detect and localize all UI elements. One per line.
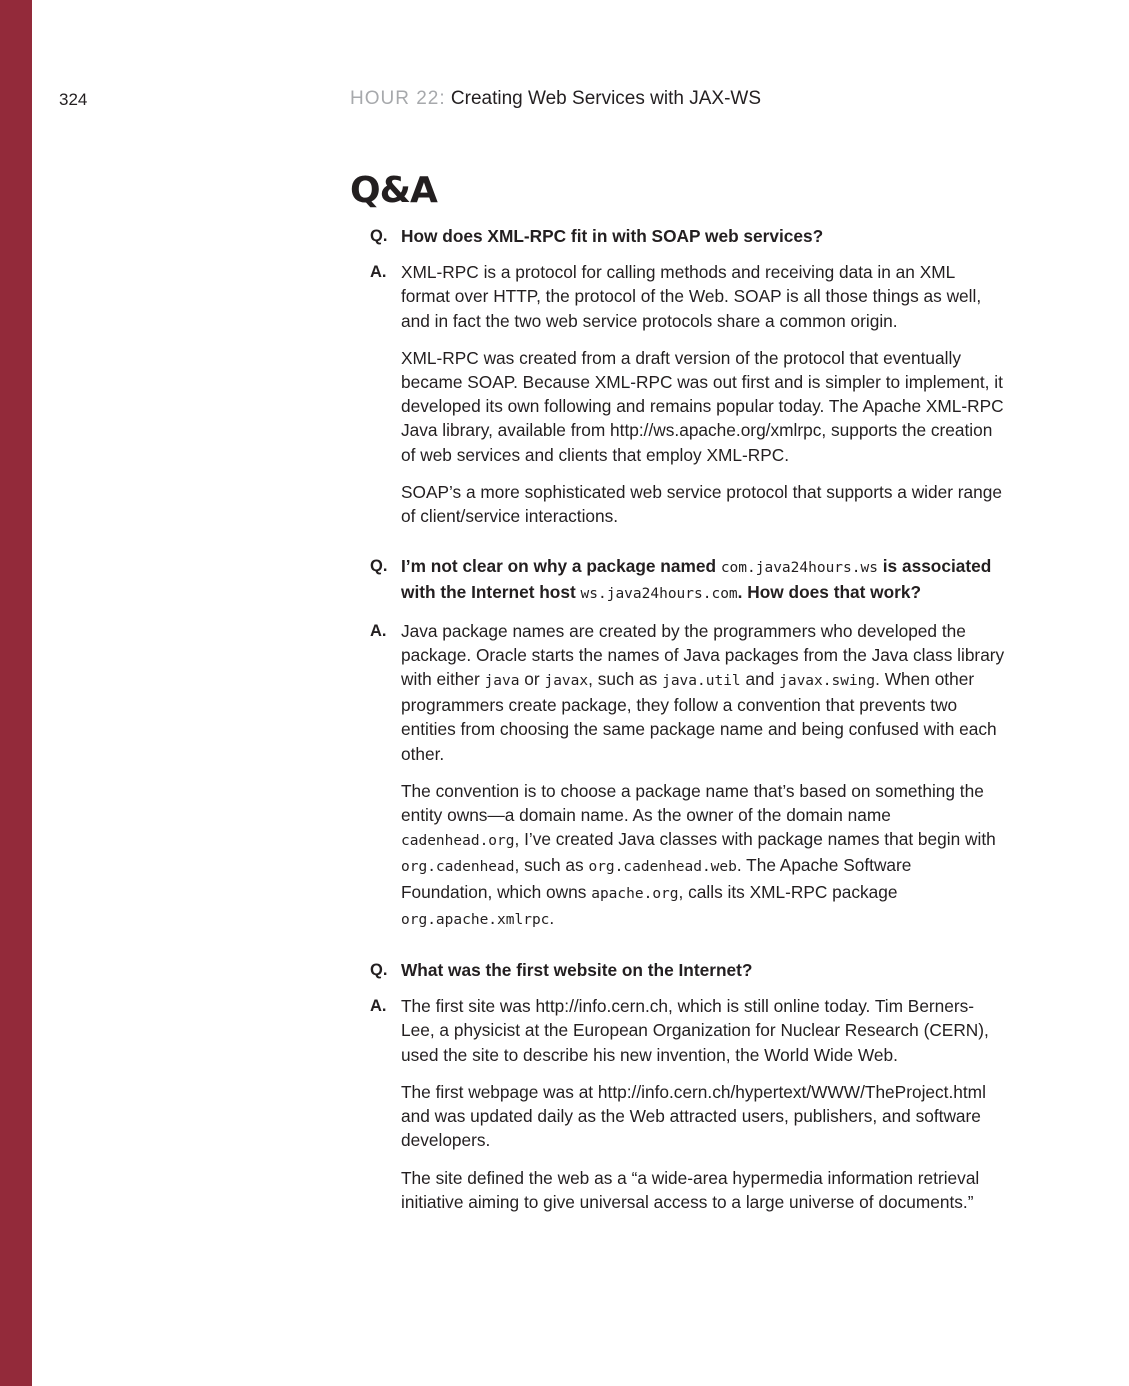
- question: [370, 958, 1010, 982]
- paragraph: [401, 480, 1007, 528]
- page-number: 324: [59, 90, 88, 109]
- answer-label: A.: [370, 997, 387, 1016]
- text-run: Java package names are created by the programmers who developed the package. Oracle starts the names of Java packages from the Java class library with either: [401, 620, 1005, 690]
- paragraph: [401, 346, 1007, 467]
- answer: [370, 260, 1010, 528]
- qa-body: [401, 619, 1007, 932]
- text-run: and: [740, 669, 780, 690]
- answer-label: A.: [370, 621, 387, 640]
- inline-code: cadenhead.org: [401, 833, 515, 850]
- answer-label: A.: [370, 263, 387, 282]
- text-run: The convention is to choose a package name that’s based on something the entity owns—a domain name. As the owner of the domain name: [401, 780, 984, 826]
- answer: [370, 619, 1010, 932]
- text-run: . How does that work?: [737, 582, 922, 603]
- inline-code: javax.swing: [779, 673, 876, 690]
- text-run: SOAP’s a more sophisticated web service protocol that supports a wider range of client/service interactions.: [401, 481, 1002, 527]
- inline-code: com.java24hours.ws: [720, 560, 878, 577]
- inline-code: org.cadenhead.web: [588, 859, 737, 876]
- answer: [370, 994, 1010, 1214]
- text-run: , such as: [514, 855, 589, 876]
- text-run: or: [519, 669, 545, 690]
- paragraph: [401, 554, 1007, 606]
- text-run: , I’ve created Java classes with package names that begin with: [514, 829, 996, 850]
- paragraph: [401, 1166, 1007, 1214]
- inline-code: ws.java24hours.com: [580, 586, 738, 603]
- inline-code: org.apache.xmlrpc: [401, 911, 550, 928]
- chapter-title: Creating Web Services with JAX-WS: [450, 88, 761, 109]
- text-run: , calls its XML-RPC package: [678, 881, 898, 902]
- hour-label: HOUR 22:: [350, 88, 446, 109]
- text-run: , such as: [588, 669, 663, 690]
- inline-code: apache.org: [591, 885, 679, 902]
- text-run: . When other programmers create package, they follow a convention that prevents two entities from choosing the same package name and being confused with each other.: [401, 669, 997, 764]
- paragraph: [401, 619, 1007, 766]
- qa-body: [401, 994, 1007, 1214]
- inline-code: java: [484, 673, 520, 690]
- qa-body: [401, 554, 1007, 606]
- inline-code: java.util: [662, 673, 741, 690]
- text-run: I’m not clear on why a package named: [401, 556, 721, 577]
- text-run: How does XML-RPC fit in with SOAP web services?: [401, 226, 824, 246]
- paragraph: [401, 958, 1007, 982]
- paragraph: [401, 260, 1007, 333]
- question-label: Q.: [370, 227, 388, 245]
- question: [370, 224, 1010, 248]
- text-run: . The Apache Software Foundation, which owns: [401, 855, 912, 902]
- text-run: XML-RPC is a protocol for calling methods and receiving data in an XML format over HTTP, the protocol of the Web. SOAP is all those things as well, and in fact the two web service protocols share a common origin.: [401, 262, 982, 331]
- question: [370, 554, 1010, 606]
- text-run: XML-RPC was created from a draft version of the protocol that eventually became SOAP. Because XML-RPC was out first and is simpler to implement, it developed its own following and remains popular today. The Apache XML-RPC Java library, available from http://ws.apache.org/xmlrpc, supports the creation of web services and clients that employ XML-RPC.: [401, 347, 1004, 465]
- paragraph: [401, 224, 1007, 248]
- section-title: Q&A: [350, 170, 437, 211]
- inline-code: org.cadenhead: [401, 859, 515, 876]
- paragraph: [401, 994, 1007, 1067]
- chapter-color-bar: [0, 0, 32, 1386]
- text-run: is associated with the Internet host: [401, 556, 992, 603]
- question-label: Q.: [370, 557, 388, 576]
- qa-body: [401, 958, 1007, 982]
- inline-code: javax: [544, 673, 589, 690]
- qa-list: [370, 224, 1010, 1226]
- qa-body: [401, 224, 1007, 248]
- text-run: What was the first website on the Internet?: [401, 960, 753, 981]
- paragraph: [401, 779, 1007, 932]
- text-run: The first site was http://info.cern.ch, which is still online today. Tim Berners-Lee, a physicist at the European Organization for Nuclear Research (CERN), used the site to describe his new invention, the World Wide Web.: [401, 996, 989, 1065]
- running-header: [350, 88, 761, 110]
- question-label: Q.: [370, 961, 388, 980]
- qa-body: [401, 260, 1007, 528]
- text-run: .: [549, 907, 555, 928]
- text-run: The first webpage was at http://info.cern.ch/hypertext/WWW/TheProject.html and was updated daily as the Web attracted users, publishers, and software developers.: [401, 1081, 986, 1151]
- text-run: The site defined the web as a “a wide-area hypermedia information retrieval initiative aiming to give universal access to a large universe of documents.”: [401, 1167, 980, 1212]
- paragraph: [401, 1080, 1007, 1153]
